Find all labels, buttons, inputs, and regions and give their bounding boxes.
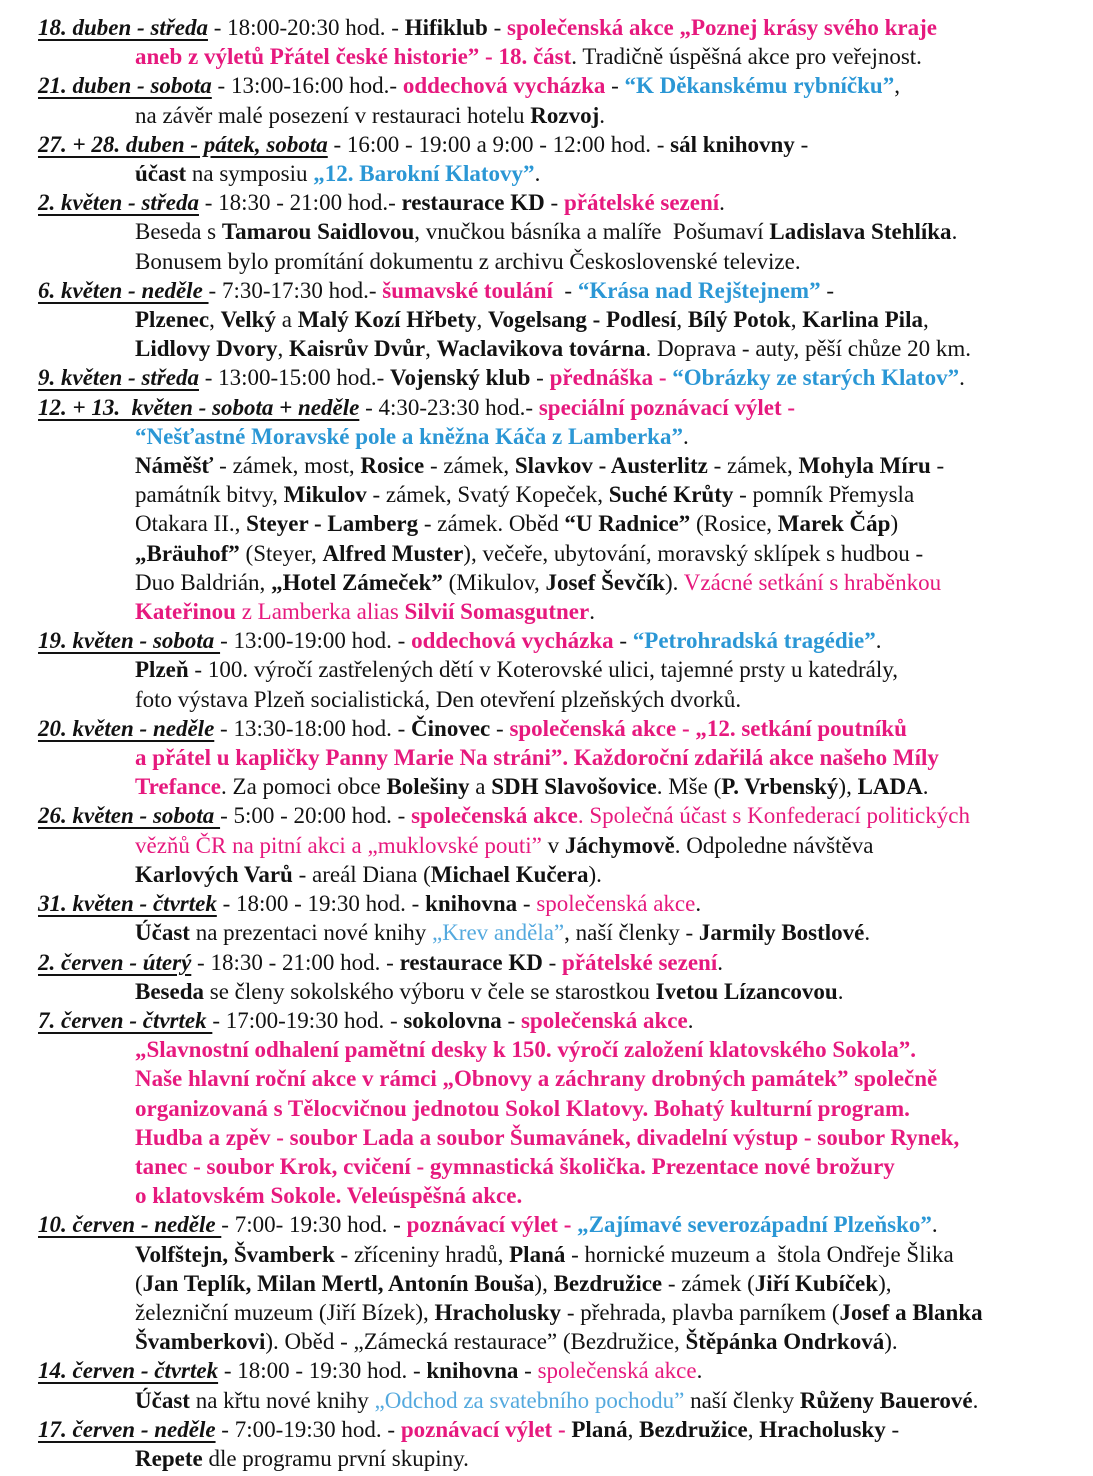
text-segment: z Lamberka alias [235, 599, 405, 625]
text-segment: . [837, 978, 844, 1004]
text-segment: Tamarou Saidlovou [221, 219, 415, 245]
text-segment: Karlových Varů [135, 861, 293, 887]
text-segment: - zámek. Oběd [418, 511, 565, 537]
text-segment: . [589, 599, 595, 625]
text-segment: organizovaná s Tělocvičnou jednotou Sokol Klatovy. Bohatý kulturní program. [135, 1095, 910, 1121]
text-segment: - 18:00-20:30 hod. - [207, 15, 405, 40]
text-segment: , [922, 307, 929, 333]
text-segment: “Krása nad Rejštejnem” [577, 277, 821, 303]
event-detail-line [0, 1123, 1075, 1152]
text-segment: o klatovském Sokole. Veleúspěšná akce. [135, 1183, 523, 1209]
text-segment: . [717, 949, 723, 975]
text-segment: LADA [857, 774, 923, 800]
text-segment: - zámek, most, [213, 453, 361, 479]
event-detail-line [0, 860, 1075, 889]
text-segment: - 7:30-17:30 hod.- [208, 277, 383, 303]
text-segment: Michael Kučera [430, 861, 589, 887]
text-segment: restaurace KD [399, 949, 543, 975]
text-segment: ), [534, 1270, 554, 1296]
text-segment: poznávací výlet - [400, 1416, 572, 1442]
text-segment: „Zajímavé severozápadní Plzeňsko” [577, 1212, 932, 1238]
text-segment: , [277, 336, 289, 362]
text-segment: - 18:30 - 21:00 hod. - [191, 949, 400, 975]
text-segment: (Rosice, [690, 511, 778, 537]
text-segment: Bezdružice [639, 1416, 748, 1442]
text-segment: - [885, 1416, 900, 1442]
text-segment: . [951, 219, 958, 245]
text-segment: Činovec [411, 715, 491, 741]
text-segment: “U Radnice” [564, 511, 691, 537]
text-segment: Naše hlavní roční akce v rámci „Obnovy a záchrany drobných památek” společně [135, 1066, 938, 1092]
text-segment: “Obrázky ze starých Klatov” [672, 365, 960, 391]
text-segment: tanec - soubor Krok, cvičení - gymnastická školička. Prezentace nové brožury [135, 1153, 895, 1179]
text-segment: - [820, 277, 835, 303]
event-detail-line [0, 451, 1075, 480]
text-segment: na symposiu [186, 161, 314, 187]
event-date-line [0, 363, 1075, 392]
date-heading: 17. červen - neděle [38, 1416, 216, 1442]
event-detail-line [0, 217, 1075, 246]
text-segment: Malý Kozí Hřbety [297, 307, 477, 333]
text-segment: ). [588, 861, 602, 887]
text-segment: . Doprava - auty, pěší chůze 20 km. [645, 336, 972, 362]
text-segment: restaurace KD [401, 190, 545, 216]
text-segment: - 18:00 - 19:30 hod. - [216, 891, 426, 917]
text-segment: “Nešťastné Moravské pole a kněžna Káča z Lamberka” [135, 423, 683, 449]
text-segment: „Odchod za svatebního pochodu” [374, 1387, 685, 1413]
text-segment: , [627, 1416, 640, 1442]
text-segment: Účast [135, 920, 190, 946]
text-segment: Beseda s [135, 219, 222, 245]
date-heading: 14. červen - čtvrtek [38, 1358, 219, 1384]
text-segment: se členy sokolského výboru v čele se starostkou [204, 978, 656, 1004]
text-segment: P. Vrbenský [721, 774, 839, 800]
text-segment: “Petrohradská tragédie” [632, 628, 876, 654]
text-segment: - areál Diana ( [292, 861, 431, 887]
event-detail-line [0, 1152, 1075, 1181]
text-segment: Vogelsang - Podlesí [488, 307, 677, 333]
event-detail-line [0, 1240, 1075, 1269]
text-segment: - zámek, [424, 453, 515, 479]
text-segment: „Hotel Zámeček” [271, 569, 443, 595]
text-segment: - 4:30-23:30 hod.- [359, 394, 539, 420]
text-segment: , [425, 336, 437, 362]
text-segment: ( [135, 1270, 143, 1296]
text-segment: . [972, 1387, 979, 1413]
event-date-line [0, 889, 1075, 918]
text-segment: šumavské toulání [382, 277, 553, 303]
text-segment: poznávací výlet - [406, 1212, 578, 1238]
text-segment: Suché Krůty [608, 482, 734, 508]
date-heading: 9. květen - středa [38, 365, 199, 391]
event-detail-line [0, 568, 1075, 597]
text-segment: sál knihovny [670, 131, 795, 157]
text-segment: - [930, 453, 945, 479]
text-segment: - zámek, [707, 453, 799, 479]
event-date-line [0, 714, 1075, 743]
text-segment: - 5:00 - 20:00 hod. - [220, 803, 412, 829]
text-segment: . [687, 1007, 694, 1033]
text-segment: (Mikulov, [442, 569, 546, 595]
text-segment: „12. Barokní Klatovy” [313, 161, 535, 187]
text-segment: Planá [509, 1241, 566, 1267]
text-segment: přátelské sezení [563, 190, 720, 216]
text-segment: Volfštejn, Švamberk [135, 1241, 335, 1267]
text-segment: Bolešiny [386, 774, 470, 800]
text-segment: Jan Teplík, Milan Mertl, Antonín Bouša [142, 1270, 535, 1296]
text-segment: společenská akce [520, 1007, 688, 1033]
event-detail-line [0, 655, 1075, 684]
text-segment: v [541, 832, 565, 858]
text-segment: - 13:00-16:00 hod.- [211, 73, 403, 99]
event-detail-line [0, 1181, 1075, 1210]
date-heading: 6. květen - neděle [38, 277, 209, 303]
text-segment: Rosice [360, 453, 425, 479]
event-detail-line [0, 831, 1075, 860]
text-segment: Trefance [135, 774, 222, 800]
text-segment: - [530, 365, 550, 391]
text-segment: ), [878, 1270, 892, 1296]
date-heading: 31. květen - čtvrtek [38, 891, 217, 917]
event-detail-line [0, 772, 1075, 801]
text-segment: oddechová vycházka [411, 628, 614, 654]
text-segment: Mikulov [283, 482, 367, 508]
text-segment: Marek Čáp [777, 511, 891, 537]
text-segment: . Za pomoci obce [221, 774, 387, 800]
text-segment: Lidlovy Dvory [135, 336, 278, 362]
event-date-line [0, 130, 1075, 159]
date-heading: 2. červen - úterý [38, 949, 192, 975]
text-segment: ) [890, 511, 899, 537]
text-segment: Mohyla Míru [798, 453, 931, 479]
event-detail-line [0, 1327, 1075, 1356]
text-segment: Vzácné setkání s hraběnkou [683, 569, 942, 595]
text-segment: , [676, 307, 688, 333]
text-segment: - 18:30 - 21:00 hod.- [198, 190, 402, 216]
text-segment: - [487, 15, 507, 40]
text-segment: - přehrada, plavba parníkem ( [561, 1299, 840, 1325]
text-segment: knihovna [426, 1358, 519, 1384]
event-detail-line [0, 743, 1075, 772]
text-segment: - 17:00-19:30 hod. - [212, 1007, 404, 1033]
text-segment: „Bräuhof” [135, 540, 240, 566]
text-segment: - [552, 277, 578, 303]
event-detail-line [0, 509, 1075, 538]
text-segment: Štěpánka Ondrková [685, 1329, 885, 1355]
text-segment: . [922, 774, 929, 800]
text-segment: , [209, 307, 221, 333]
event-detail-line [0, 42, 1075, 71]
text-segment: Kateřinou [135, 599, 236, 625]
text-segment: . Odpoledne návštěva [674, 832, 874, 858]
text-segment: Velký [220, 307, 276, 333]
text-segment: přednáška - [549, 365, 673, 391]
text-segment: - 13:00-19:00 hod. - [220, 628, 412, 654]
text-segment: - [490, 715, 510, 741]
text-segment: Švamberkovi [135, 1329, 266, 1355]
event-date-line [0, 948, 1075, 977]
text-segment: ), večeře, ubytování, moravský sklípek s hudbou - [463, 540, 924, 566]
date-heading: 19. květen - sobota [38, 628, 221, 654]
text-segment: ). [884, 1329, 898, 1355]
text-segment: účast [135, 161, 187, 187]
text-segment: Hifiklub [404, 15, 488, 40]
event-detail-line [0, 918, 1075, 947]
text-segment: . [695, 891, 702, 917]
date-heading: 20. květen - neděle [38, 715, 215, 741]
text-segment: Hracholusky [759, 1416, 886, 1442]
date-heading: 27. + 28. duben - pátek, sobota [38, 131, 328, 157]
text-segment: , vnučkou básníka a malíře Pošumaví [414, 219, 770, 245]
text-segment: Bezdružice [553, 1270, 663, 1296]
date-heading: 26. květen - sobota [38, 803, 221, 829]
text-segment: Otakara II., [135, 511, 247, 537]
text-segment: společenská akce „Poznej krásy svého kraje [507, 15, 937, 40]
date-heading: 2. květen - středa [38, 190, 199, 216]
date-heading: 10. červen - neděle [38, 1212, 222, 1238]
text-segment: . [577, 803, 590, 829]
text-segment: - hornické muzeum a štola Ondřeje Šlika [565, 1241, 954, 1267]
text-segment: - 13:30-18:00 hod. - [214, 715, 412, 741]
text-segment: , naší členky - [564, 920, 699, 946]
event-detail-line [0, 1444, 1075, 1473]
text-segment: Jarmily Bostlové [698, 920, 865, 946]
event-detail-line [0, 1269, 1075, 1298]
date-heading: 12. + 13. květen - sobota + neděle [38, 394, 360, 420]
text-segment: - zříceniny hradů, [334, 1241, 510, 1267]
text-segment: Plzenec [135, 307, 210, 333]
event-detail-line [0, 422, 1075, 451]
text-segment: aneb z výletů Přátel české historie” - 18. část [135, 44, 572, 70]
text-segment: . [864, 920, 871, 946]
text-segment: Hudba a zpěv - soubor Lada a soubor Šumavánek, divadelní výstup - soubor Rynek, [135, 1124, 960, 1150]
text-segment: Repete [135, 1445, 203, 1471]
text-segment: . [959, 365, 965, 391]
text-segment: Slavkov - Austerlitz [514, 453, 708, 479]
text-segment: a [469, 774, 492, 800]
event-detail-line [0, 539, 1075, 568]
event-date-line [0, 626, 1075, 655]
text-segment: - 18:00 - 19:30 hod. - [218, 1358, 427, 1384]
date-heading: 18. duben - středa [38, 15, 208, 40]
text-segment: . Tradičně úspěšná akce pro veřejnost. [571, 44, 922, 70]
text-segment: “K Děkanskému rybníčku” [624, 73, 895, 99]
date-heading: 7. červen - čtvrtek [38, 1007, 213, 1033]
text-segment: Plzeň [135, 657, 189, 683]
text-segment: společenská akce - „12. setkání poutníků [509, 715, 907, 741]
text-segment: - 100. výročí zastřelených dětí v Koterovské ulici, tajemné prsty u katedrály, [188, 657, 899, 683]
text-segment: a přátel u kapličky Panny Marie Na stráni”. Každoroční zdařilá akce našeho Míly [135, 745, 939, 771]
text-segment: . [599, 102, 606, 128]
text-segment: foto výstava Plzeň socialistická, Den otevření plzeňských dvorků. [135, 686, 742, 712]
text-segment: - [517, 891, 537, 917]
text-segment: Účast [135, 1387, 190, 1413]
event-detail-line [0, 159, 1075, 188]
text-segment: Jáchymově [564, 832, 675, 858]
text-segment: - 7:00- 19:30 hod. - [221, 1212, 407, 1238]
event-date-line [0, 71, 1075, 100]
text-segment: speciální poznávací výlet - [538, 394, 796, 420]
date-heading: 21. duben - sobota [38, 73, 212, 99]
event-date-line [0, 1210, 1075, 1239]
text-segment: Steyer - Lamberg [246, 511, 419, 537]
text-segment: naší členky [684, 1387, 800, 1413]
text-segment: knihovna [425, 891, 518, 917]
text-segment: - [501, 1007, 521, 1033]
text-segment: „Slavnostní odhalení pamětní desky k 150. výročí založení klatovského Sokola”. [135, 1037, 917, 1063]
text-segment: na závěr malé posezení v restauraci hotelu [135, 102, 531, 128]
event-detail-line [0, 480, 1075, 509]
text-segment: Jiří Kubíček [754, 1270, 879, 1296]
text-segment: železniční muzeum (Jiří Bízek), [135, 1299, 435, 1325]
text-segment: . [719, 190, 725, 216]
text-segment: Karlina Pila [802, 307, 923, 333]
event-detail-line [0, 1094, 1075, 1123]
text-segment: přátelské sezení [562, 949, 718, 975]
text-segment: Beseda [135, 978, 204, 1004]
text-segment: . [682, 423, 689, 449]
event-detail-line [0, 334, 1075, 363]
text-segment: , [894, 73, 900, 99]
event-detail-line [0, 1035, 1075, 1064]
event-detail-line [0, 247, 1075, 276]
text-segment: Silvií Somasgutner [404, 599, 590, 625]
text-segment: sokolovna [403, 1007, 502, 1033]
text-segment: (Steyer, [239, 540, 323, 566]
text-segment: společenská akce [537, 1358, 697, 1384]
text-segment: Náměšť [135, 453, 214, 479]
text-segment: Duo Baldrián, [135, 569, 272, 595]
text-segment: Ivetou Lízancovou [655, 978, 838, 1004]
text-segment: Rozvoj [530, 102, 600, 128]
text-segment: Společná účast s Konfederací politických [589, 803, 970, 829]
text-segment: Ladislava Stehlíka [769, 219, 952, 245]
event-date-line [0, 1415, 1075, 1444]
text-segment: ). Oběd - „Zámecká restaurace” (Bezdružice, [265, 1329, 686, 1355]
text-segment: - pomník Přemysla [733, 482, 915, 508]
event-detail-line [0, 305, 1075, 334]
event-detail-line [0, 1298, 1075, 1327]
text-segment: - [542, 949, 563, 975]
text-segment: Kaisrův Dvůr [288, 336, 426, 362]
text-segment: oddechová vycházka [402, 73, 606, 99]
text-segment: ), [838, 774, 858, 800]
text-segment: Josef Ševčík [545, 569, 666, 595]
text-segment: Planá [571, 1416, 628, 1442]
event-date-line [0, 393, 1075, 422]
text-segment: , [747, 1416, 760, 1442]
text-segment: „Krev anděla” [431, 920, 565, 946]
event-detail-line [0, 101, 1075, 130]
text-segment: . [931, 1212, 938, 1238]
text-segment: - zámek ( [662, 1270, 755, 1296]
text-segment: , [790, 307, 803, 333]
text-segment: , [476, 307, 489, 333]
text-segment: . [534, 161, 541, 187]
event-detail-line [0, 1064, 1075, 1093]
text-segment: . [696, 1358, 703, 1384]
text-segment: Vojenský klub [389, 365, 531, 391]
event-detail-line [0, 685, 1075, 714]
event-detail-line [0, 977, 1075, 1006]
text-segment: Waclavikova továrna [436, 336, 646, 362]
event-date-line [0, 801, 1075, 830]
event-detail-line [0, 1386, 1075, 1415]
event-date-line [0, 276, 1075, 305]
text-segment: společenská akce [536, 891, 696, 917]
text-segment: - [518, 1358, 538, 1384]
text-segment: Josef a Blanka [839, 1299, 983, 1325]
text-segment: a [275, 307, 298, 333]
text-segment: . Mše ( [656, 774, 722, 800]
text-segment: na prezentaci nové knihy [189, 920, 432, 946]
text-segment: Hracholusky [434, 1299, 562, 1325]
text-segment: Alfred Muster [322, 540, 464, 566]
event-detail-line [0, 597, 1075, 626]
event-date-line [0, 1006, 1075, 1035]
text-segment: - [544, 190, 564, 216]
text-segment: dle programu první skupiny. [202, 1445, 469, 1471]
text-segment: - 13:00-15:00 hod.- [198, 365, 390, 391]
event-date-line [0, 13, 1075, 42]
text-segment: na křtu nové knihy [189, 1387, 375, 1413]
text-segment: - 16:00 - 19:00 a 9:00 - 12:00 hod. - [327, 131, 671, 157]
text-segment: Bonusem bylo promítání dokumentu z archivu Československé televize. [135, 248, 801, 274]
text-segment: společenská akce [411, 803, 578, 829]
text-segment: památník bitvy, [135, 482, 284, 508]
text-segment: Bílý Potok [687, 307, 791, 333]
text-segment: - zámek, Svatý Kopeček, [366, 482, 609, 508]
text-segment: . [875, 628, 882, 654]
text-segment: - 7:00-19:30 hod. - [215, 1416, 401, 1442]
text-segment: - [605, 73, 625, 99]
text-segment: - [794, 131, 809, 157]
text-segment: ). [665, 569, 684, 595]
text-segment: vězňů ČR na pitní akci a „muklovské pouti” [135, 832, 542, 858]
event-date-line [0, 188, 1075, 217]
event-date-line [0, 1356, 1075, 1385]
text-segment: - [613, 628, 633, 654]
text-segment: Růženy Bauerové [799, 1387, 973, 1413]
text-segment: SDH Slavošovice [491, 774, 657, 800]
